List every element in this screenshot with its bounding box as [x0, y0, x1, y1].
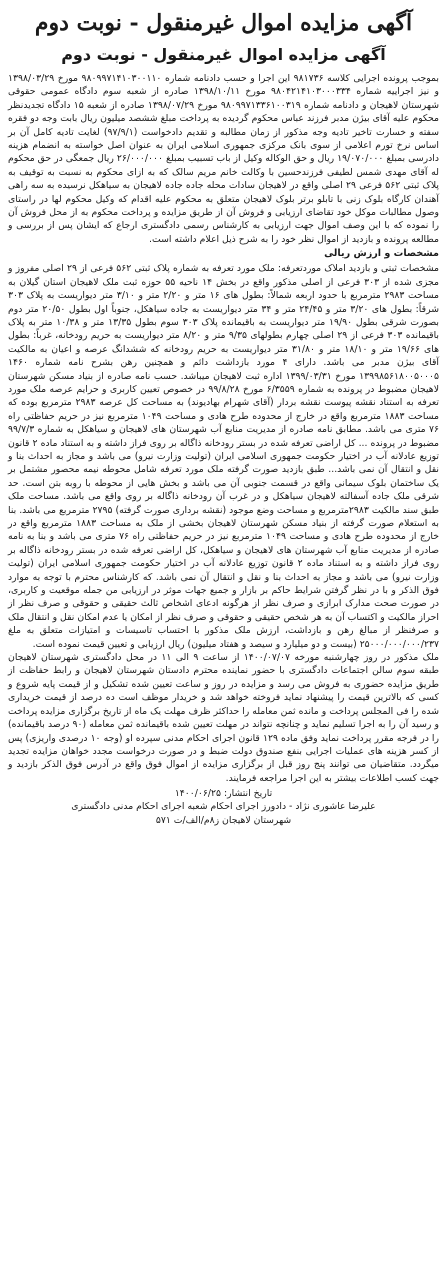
signature-line: علیرضا عاشوری نژاد - دادورز اجرای احکام شعبه اجرای احکام مدنی دادگستری	[71, 801, 376, 813]
reference-line: شهرستان لاهیجان ز۸م/الف/ت ۵۷۱	[155, 814, 292, 826]
intro-paragraph: بموجب پرونده اجرایی کلاسه ۹۸۱۷۳۶ این اجرا و حسب دادنامه شماره ۹۸۰۹۹۷۱۴۱۰۳۰۰۱۱۰ مورخ ۱۳۹۸/۰۳/۲۹ و نیز اجراییه شماره ۹۸۰۴۲۱۴۱۰۳۰۰۰۳۳۴ مورخ ۱۳۹۸/۱۰/۱۱ صادره از شعبه سوم دادگاه عمومی حقوقی شهرستان لاهیجان و دادنامه شماره ۹۸۰۹۹۷۱۳۳۶۱۰۰۳۱۹ مورخ ۱۳۹۸/۰۷/۲۹ صادره از شعبه ۱۵ دادگاه تجدیدنظر محکوم علیه آقای بیژن مدبر فرزند عباس محکوم گردیده به پرداخت مبلغ ششصد میلیون ریال بابت وجه دو فقره سفته و خسارت تاخیر تادیه وجه مذکور از زمان مطالبه و تقدیم دادخواست (۹۷/۹/۱) لغایت تادیه کامل آن بر اساس نرخ تورم اعلامی از سوی بانک مرکزی جمهوری اسلامی ایران به عنوان اصل خواسته به انضمام هزینه دادرسی بمبلغ ۱۹/۰۷۰/۰۰۰ ریال و حق الوکاله وکیل از باب تسبیب بمبلغ ۲۶/۰۰۰/۰۰۰ ریال جمعگی در حق محکوم له آقای مهدی شمس لطیفی فرزندحسین با وکالت خانم مریم سالک که به ازای محکوم به نسبت به توقیف به پلاک ثبتی ۵۶۲ فرعی ۲۹ اصلی واقع در لاهیجان سادات محله جاده جاده لاهیجان به سیاهکل نرسیده به سه راهی آهندان کارگاه بلوک زنی با تابلو برتر بلوک لاهیجان متعلق به محکوم علیه اقدام که وکیل محکوم لها در راستای وصول مطالبات موکل خود تقاضای ارزیابی و فروش آن از طریق مزایده و پرداخت محکوم به از محل فروش آن را نموده که با این وصف اموال جهت ارزیابی به کارشناس رسمی دادگستری ارجاع که ایشان پس از بررسی و مطالعه پرونده و بازدید از اموال نظر خود را به شرح ذیل اعلام داشته است.	[8, 73, 440, 245]
ad-footer	[8, 787, 439, 827]
publish-date: تاریخ انتشار: ۱۴۰۰/۰۶/۲۵	[174, 788, 273, 800]
specs-paragraph: مشخصات ثبتی و بازدید املاک موردتعرفه: ملک مورد تعرفه به شماره پلاک ثبتی ۵۶۲ فرعی از ۲۹ اصلی مفروز و مجزی شده از ۳۰۳ فرعی از اصلی مذکور واقع در بخش ۱۴ ناحیه ۵۵ حوزه ثبت ملک لاهیجان استان گیلان به مساحت ۲۹۸۳ مترمربع با حدود اربعه شمالاً: بطول های ۱۶ متر و ۲/۲۰ متر و ۳/۱۰ متر دیواریست به پلاک ۳۰۳ شرقاً: بطول های ۳/۲۰ متر و ۲۴/۴۵ متر و ۳۴ متر دیواریست به جاده سیاهکل، جنوباً اول بطول ۲۰/۵۰ متر دوم بصورت شرقی بطول ۱۹/۹۰ متر دیواریست به باقیمانده پلاک ۳۰۳ سوم بطول ۱۳/۳۵ متر و ۱۰/۳۸ متر به پلاک باقیمانده ۳۰۳ فرعی از ۲۹ اصلی چهارم بطولهای ۹/۳۵ متر و ۸/۲۰ متر دیواریست به حریم رودخانه، غرباً: بطول های ۱۹/۶۶ متر و ۱۸/۱۰ متر و ۳۱/۸۰ متر دیواریست به حریم رودخانه که ششدانگ عرصه و اعیان به مالکیت آقای بیژن مدبر می باشد. دارای ۴ مورد بازداشت دائم و همچنین رهن بشرح نامه شماره ۱۴۶۰ ۱۳۹۹۸۵۶۱۸۰۰۵۰۰۰۵ مورخ ۱۳۹۹/۰۳/۳۱ اداره ثبت لاهیجان میباشد. حسب نامه صادره از بنیاد مسکن شهرستان لاهیجان مضبوط در پرونده به شماره ۶/۳۵۵۹ مورخ ۹۹/۸/۲۸ در خصوص تعیین کاربری و حرایم عرصه ملک مورد تعرفه به استناد نقشه پیوست نقشه بردار (آقای شهرام بهادیوند) به مساحت کل عرصه ۲۹۸۳ مترمربع بوده که مساحت ۱۸۸۳ مترمربع واقع در خارج از محدوده طرح هادی و مساحت ۱۰۴۹ مترمربع نیز در حریم حفاظتی راه ۷۶ متری می باشد. مطابق نامه صادره از مدیریت منابع آب شهرستان های لاهیجان و سیاهکل به شماره ۹۹/۷/۳ مضبوط در پرونده ... کل اراضی تعرفه شده در بستر رودخانه ذاگاله بر روی فراز داشته و به استناد ماده ۲ قانون توزیع عادلانه آب در اختیار حکومت جمهوری اسلامی ایران (تولیت وزارت نیرو) می باشد و مجاز به احداث بنا و نقل و انتقال آن نمی باشد... طبق بازدید صورت گرفته ملک مورد تعرفه شامل محوطه نیمه محصور مشتمل بر یک ساختمان بلوک سیمانی واقع در قسمت جنوبی آن می باشد و بخش هایی از محوطه با روبه بتن است. حد شرقی ملک جاده آسفالته لاهیجان سیاهکل و در غرب آن رودخانه ذاگاله بر روی واقع می باشد. مساحت ملک طبق سند مالکیت ۲۹۸۳مترمربع و مساحت وضع موجود (نقشه برداری صورت گرفته) ۲۷۹۵ مترمربع می باشد. بنا به استعلام صورت گرفته از بنیاد مسکن شهرستان لاهیجان بخشی از ملک به مساحت ۱۸۸۳ مترمربع واقع در خارج از محدوده طرح هادی و مساحت ۱۰۴۹ مترمربع نیز در حریم حفاظتی راه ۷۶ متری می باشد و بنا به نامه صادره از مدیریت منابع آب شهرستان های لاهیجان و سیاهکل، کل اراضی تعرفه شده در بستر رودخانه ذاگاله بر روی فراز داشته و به استناد ماده ۲ قانون توزیع عادلانه آب در اختیار حکومت جمهوری اسلامی ایران (تولیت وزارت نیرو) می باشد و مجاز به احداث بنا و نقل و انتقال آن نمی باشد. که کارشناس محترم با توجه به موارد فوق الذکر و با در نظر گرفتن شرایط حاکم بر بازار و جمیع جهات موثر در ارزیابی من جمله موقعیت و کاربری، در صورت صحت مدارک ابرازی و صرف نظر از هرگونه ادعای اشخاص ثالث حقیقی و حقوقی و صرف نظر از احراز مالکیت و اکتساب آن به هر شخص حقیقی و حقوقی و صرف نظر از امکان یا عدم امکان نقل و انتقال ملک و صرفنظر از مبالغ رهن و بازداشت، ارزش ملک مذکور با احتساب تاسیسات و امتیازات متعلق به ملغ ۲۵۰۰۰/۰۰۰/۰۰۰/۲۳۷ (بیست و دو میلیارد و سیصد و هفتاد میلیون) ریال ارزیابی و تعیین قیمت نموده است.	[8, 263, 440, 650]
auction-paragraph: ملک مذکور در روز چهارشنبه مورخه ۱۴۰۰/۰۷/۰۷ از ساعت ۹ الی ۱۱ در محل دادگستری شهرستان لاهیجان طبقه سوم سالن اجتماعات دادگستری با حضور نماینده محترم دادستان شهرستان لاهیجان و رابط حفاظت از طریق مزایده حضوری به فروش می رسد و مزایده در روز و ساعت تعیین شده تشکیل و از قیمت پایه شروع و کسی که بالاترین قیمت را پیشنهاد نماید فروخته خواهد شد و خریدار موظف است ده درصد از قیمت خریداری شده را فی المجلس پرداخت و مانده ثمن معامله را حداکثر ظرف مهلت یک ماه از تاریخ برگزاری مزایده پرداخت و رسید آن را به اجرا تسلیم نماید و چنانچه نتواند در مهلت تعیین شده باقیمانده ثمن معامله (۹۰ درصد باقیمانده) را در فرجه مقرر پرداخت نماید وفق ماده ۱۲۹ قانون اجرای احکام مدنی سپرده او (وجه ۱۰ درصدی واریزی) پس از کسر هزینه های عملیات اجرایی بنفع صندوق دولت ضبط و در صورت درخواست مجدد خواهان مزایده تجدید میگردد. متقاضیان می توانند پنج روز قبل از برگزاری مزایده از اموال فوق واقع در آدرس فوق الذکر بازدید و جهت کسب اطلاعات بیشتر به این اجرا مراجعه فرمایند.	[8, 652, 439, 784]
ad-banner-header: آگهی مزایده اموال غیرمنقول - نوبت دوم	[34, 10, 413, 36]
ad-title: آگهی مزایده اموال غیرمنقول - نوبت دوم	[61, 45, 386, 64]
section-heading-specs: مشخصات و ارزش ریالی	[324, 248, 439, 260]
